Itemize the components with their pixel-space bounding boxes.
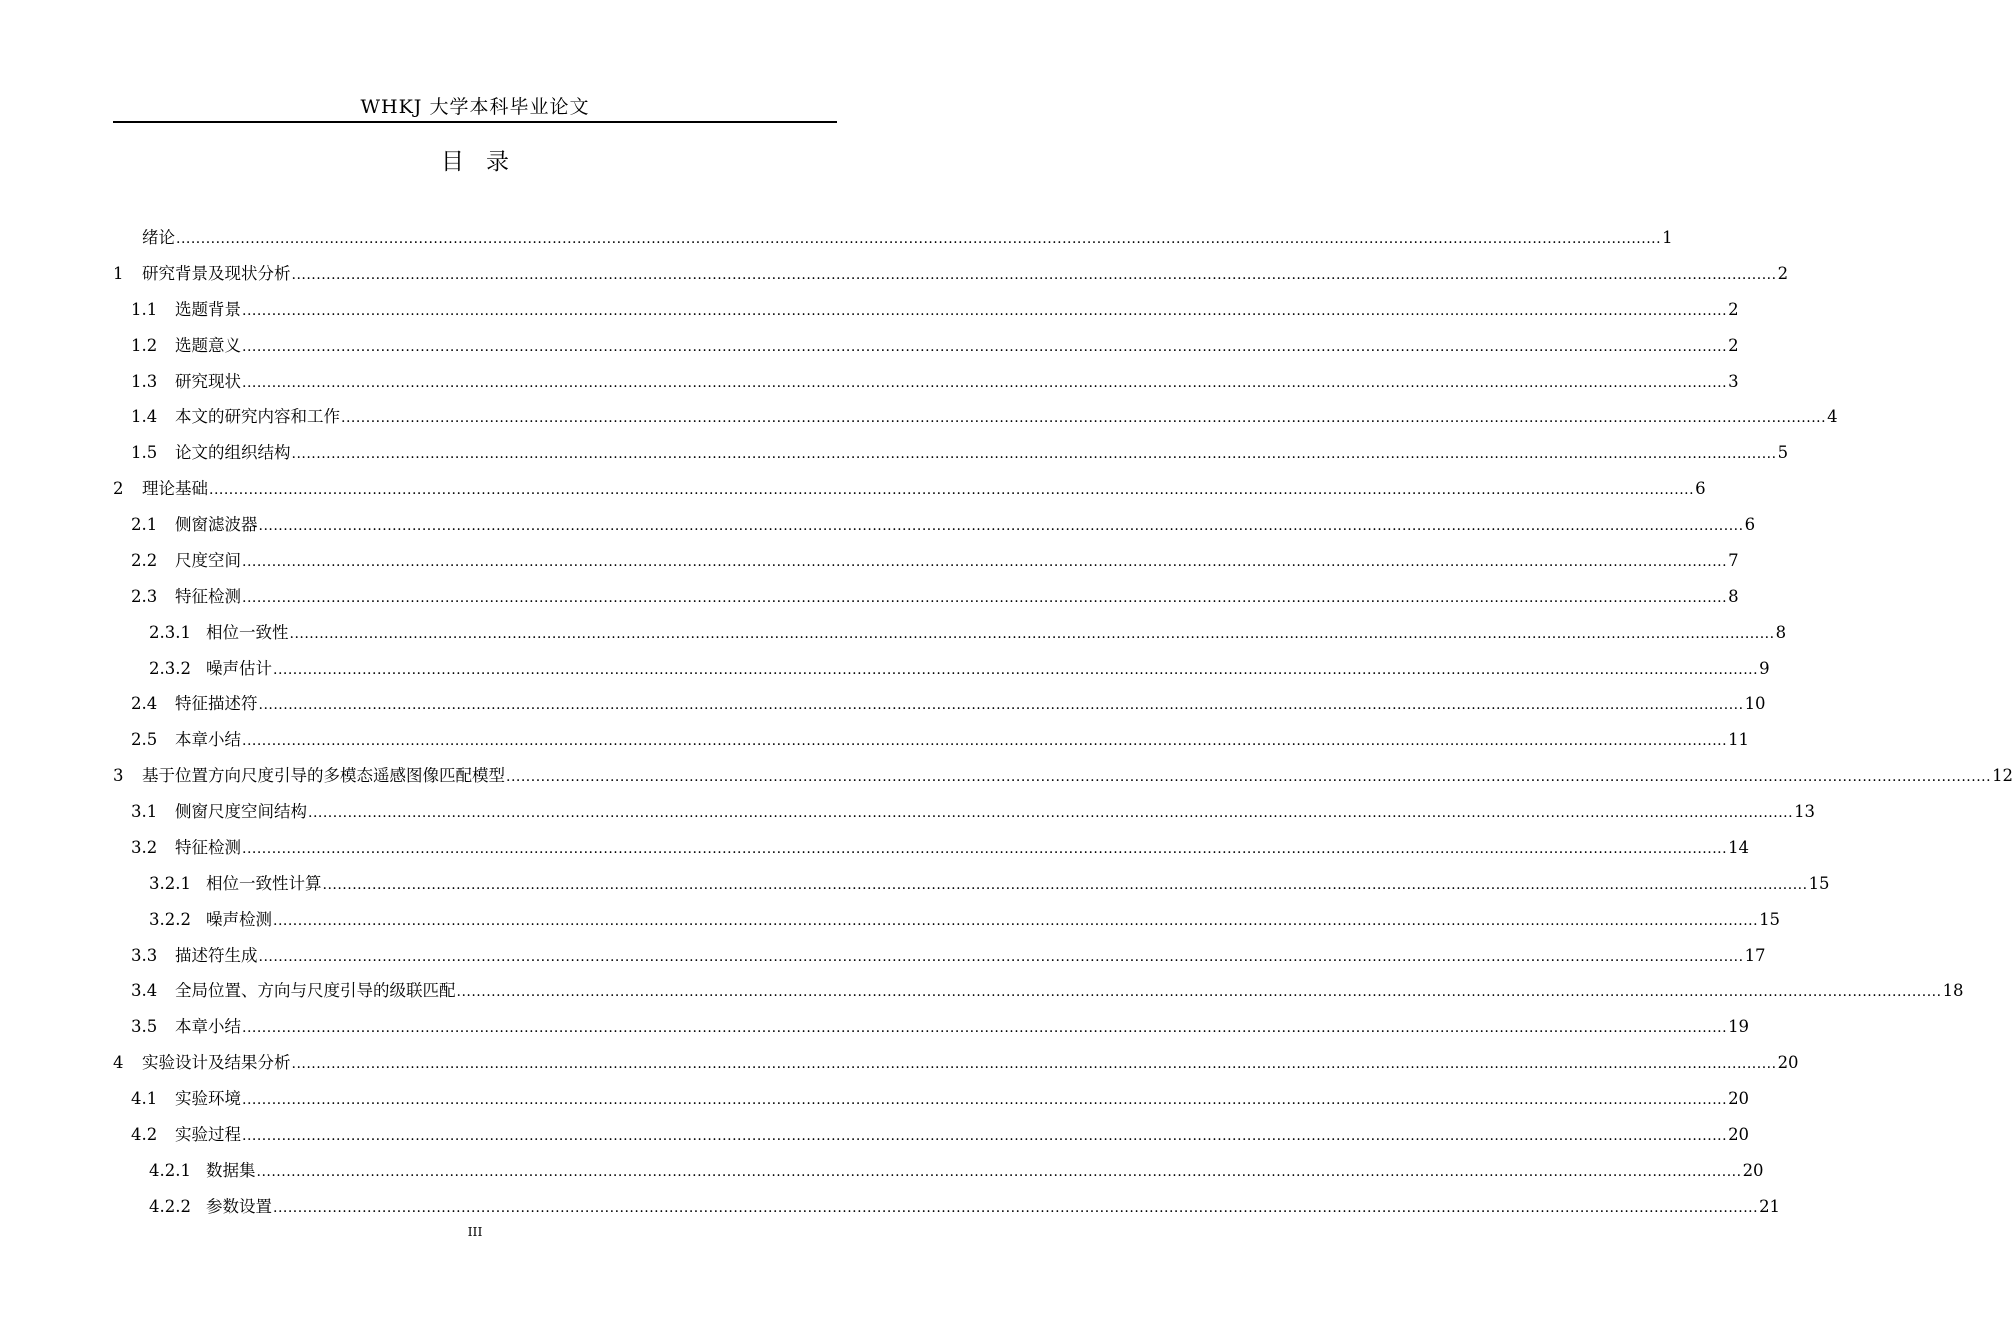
toc-entry[interactable] (113, 902, 1781, 938)
toc-entry-title: 特征检测 (175, 837, 241, 857)
toc-entry-title: 本章小结 (175, 1017, 241, 1037)
toc-entry-page: 20 (1728, 1089, 1750, 1108)
toc-leader-dots: ............................................................................................................................................................................................................................................................................................................ (242, 374, 1728, 391)
page-number: III (467, 1224, 483, 1239)
toc-entry-title: 相位一致性计算 (206, 873, 322, 893)
toc-entry-number: 2 (113, 479, 124, 499)
page-header: WHKJ 大学本科毕业论文 (360, 96, 590, 118)
toc-leader-dots: ............................................................................................................................................................................................................................................................................................................ (209, 482, 1695, 499)
toc-entry[interactable] (113, 507, 1756, 543)
toc-entry[interactable] (113, 543, 1739, 579)
toc-leader-dots: ............................................................................................................................................................................................................................................................................................................ (176, 231, 1662, 247)
toc-entry[interactable] (113, 866, 1830, 902)
toc-entry-title: 实验设计及结果分析 (142, 1053, 291, 1073)
toc-leader-dots: ............................................................................................................................................................................................................................................................................................................ (258, 948, 1744, 965)
toc-entry[interactable] (113, 686, 1766, 722)
toc-entry-page: 12 (1992, 766, 2013, 786)
toc-entry-title: 研究现状 (175, 371, 241, 391)
toc-entry-number: 2.3 (131, 586, 158, 606)
toc-entry-page: 9 (1759, 658, 1770, 678)
toc-leader-dots: ............................................................................................................................................................................................................................................................................................................ (242, 1127, 1728, 1144)
toc-entry[interactable] (113, 651, 1770, 687)
toc-entry-number: 4.1 (131, 1089, 158, 1108)
toc-leader-dots: ............................................................................................................................................................................................................................................................................................................ (273, 912, 1759, 929)
toc-entry-number: 1.3 (131, 371, 158, 391)
toc-entry-title: 选题背景 (175, 299, 241, 319)
toc-entry-title: 侧窗尺度空间结构 (175, 802, 307, 821)
toc-entry-number: 1.4 (131, 407, 158, 427)
toc-leader-dots: ............................................................................................................................................................................................................................................................................................................ (242, 840, 1728, 857)
toc-leader-dots: ............................................................................................................................................................................................................................................................................................................ (273, 661, 1759, 678)
toc-entry[interactable] (113, 399, 1838, 435)
toc-entry-page: 13 (1794, 802, 1816, 821)
toc-entry-number: 3.1 (131, 802, 158, 821)
toc-entry-title: 实验环境 (175, 1089, 241, 1108)
toc-entry-page: 4 (1827, 407, 1838, 427)
toc-entry[interactable] (113, 973, 1964, 1009)
toc-entry-number: 2.1 (131, 515, 158, 534)
toc-entry[interactable] (113, 1009, 1750, 1045)
toc-entry[interactable] (113, 256, 1789, 292)
toc-leader-dots: ............................................................................................................................................................................................................................................................................................................ (256, 1163, 1742, 1180)
toc-leader-dots: ............................................................................................................................................................................................................................................................................................................ (456, 984, 1942, 1001)
toc-entry-title: 实验过程 (175, 1124, 241, 1144)
toc-list (113, 220, 2013, 1225)
toc-entry[interactable] (113, 794, 1816, 830)
toc-leader-dots: ............................................................................................................................................................................................................................................................................................................ (242, 733, 1728, 750)
toc-entry-title: 特征描述符 (175, 694, 258, 714)
toc-entry-title: 理论基础 (142, 479, 208, 499)
toc-entry-number: 4 (113, 1053, 124, 1073)
toc-entry-page: 6 (1744, 515, 1756, 534)
toc-leader-dots: ............................................................................................................................................................................................................................................................................................................ (291, 266, 1777, 283)
toc-entry[interactable] (113, 471, 1706, 507)
toc-leader-dots: ............................................................................................................................................................................................................................................................................................................ (258, 518, 1744, 534)
toc-entry-number: 4.2.2 (149, 1196, 191, 1216)
toc-entry[interactable] (113, 220, 1673, 256)
toc-entry-number: 3.2.1 (149, 873, 191, 893)
toc-entry-number: 3.2.2 (149, 909, 191, 929)
toc-entry[interactable] (113, 1189, 1781, 1225)
toc-entry-number: 1 (113, 263, 124, 283)
toc-entry-number: 3.3 (131, 945, 158, 965)
toc-entry-page: 15 (1759, 909, 1781, 929)
toc-entry[interactable] (113, 1081, 1750, 1117)
toc-entry-page: 8 (1775, 622, 1787, 642)
toc-entry-number: 2.3.2 (149, 658, 191, 678)
toc-title: 目录 (441, 149, 531, 175)
toc-leader-dots: ............................................................................................................................................................................................................................................................................................................ (242, 1092, 1728, 1108)
toc-entry-title: 本文的研究内容和工作 (175, 407, 340, 427)
toc-entry-page: 2 (1728, 335, 1739, 355)
toc-entry-title: 噪声估计 (206, 658, 272, 678)
toc-entry[interactable] (113, 1045, 1799, 1081)
toc-entry-title: 侧窗滤波器 (175, 515, 258, 534)
toc-entry-title: 相位一致性 (206, 622, 289, 642)
toc-entry[interactable] (113, 579, 1739, 615)
toc-leader-dots: ............................................................................................................................................................................................................................................................................................................ (291, 1056, 1777, 1073)
toc-entry-number: 2.4 (131, 694, 158, 714)
toc-entry[interactable] (113, 722, 1750, 758)
toc-entry-title: 基于位置方向尺度引导的多模态遥感图像匹配模型 (142, 766, 505, 786)
toc-entry-number: 2.5 (131, 730, 158, 750)
toc-entry-number: 2.2 (131, 550, 158, 570)
toc-entry-page: 20 (1777, 1053, 1799, 1073)
toc-entry[interactable] (113, 758, 2013, 794)
toc-entry-number: 1.2 (131, 335, 158, 355)
toc-leader-dots: ............................................................................................................................................................................................................................................................................................................ (242, 553, 1728, 570)
toc-entry-page: 2 (1728, 299, 1739, 319)
toc-entry-title: 选题意义 (175, 335, 241, 355)
toc-entry[interactable] (113, 435, 1789, 471)
toc-entry-page: 21 (1759, 1196, 1781, 1216)
toc-entry-page: 3 (1728, 371, 1739, 391)
toc-entry-title: 尺度空间 (175, 550, 241, 570)
toc-entry-page: 17 (1744, 945, 1766, 965)
toc-entry[interactable] (113, 615, 1787, 651)
toc-entry[interactable] (113, 938, 1766, 974)
toc-leader-dots: ............................................................................................................................................................................................................................................................................................................ (242, 302, 1728, 319)
toc-entry-title: 本章小结 (175, 730, 241, 750)
toc-entry-number: 2.3.1 (149, 622, 191, 642)
toc-entry-page: 15 (1808, 873, 1830, 893)
toc-entry-number: 4.2.1 (149, 1160, 191, 1180)
toc-entry-page: 20 (1728, 1124, 1750, 1144)
toc-entry-title: 参数设置 (206, 1196, 272, 1216)
toc-entry-number: 3 (113, 766, 124, 786)
toc-entry-number: 3.5 (131, 1017, 158, 1037)
toc-entry-number: 3.4 (131, 981, 158, 1001)
toc-leader-dots: ............................................................................................................................................................................................................................................................................................................ (242, 589, 1728, 606)
toc-entry[interactable] (113, 1117, 1750, 1153)
toc-leader-dots: ............................................................................................................................................................................................................................................................................................................ (258, 697, 1744, 714)
toc-entry-title: 噪声检测 (206, 909, 272, 929)
toc-leader-dots: ............................................................................................................................................................................................................................................................................................................ (242, 338, 1728, 355)
toc-entry-page: 14 (1728, 837, 1750, 857)
toc-entry-page: 1 (1662, 228, 1673, 247)
toc-entry-page: 8 (1728, 586, 1739, 606)
toc-leader-dots: ............................................................................................................................................................................................................................................................................................................ (506, 769, 1992, 786)
toc-leader-dots: ............................................................................................................................................................................................................................................................................................................ (341, 410, 1827, 427)
toc-entry[interactable] (113, 830, 1750, 866)
toc-leader-dots: ............................................................................................................................................................................................................................................................................................................ (273, 1199, 1759, 1216)
toc-leader-dots: ............................................................................................................................................................................................................................................................................................................ (242, 1020, 1728, 1037)
header-rule (113, 121, 837, 123)
toc-entry-title: 数据集 (206, 1160, 256, 1180)
toc-leader-dots: ............................................................................................................................................................................................................................................................................................................ (291, 446, 1777, 463)
toc-entry-number: 3.2 (131, 837, 158, 857)
toc-entry-page: 18 (1942, 981, 1964, 1001)
toc-entry-title: 特征检测 (175, 586, 241, 606)
toc-entry-number: 1.5 (131, 443, 158, 463)
toc-entry[interactable] (113, 328, 1739, 364)
toc-entry-page: 7 (1728, 550, 1739, 570)
toc-entry[interactable] (113, 292, 1739, 328)
toc-entry-page: 19 (1728, 1017, 1750, 1037)
toc-entry-title: 描述符生成 (175, 945, 258, 965)
toc-entry-page: 6 (1695, 479, 1706, 499)
toc-leader-dots: ............................................................................................................................................................................................................................................................................................................ (289, 625, 1775, 642)
toc-entry-page: 5 (1777, 443, 1789, 463)
toc-entry-title: 全局位置、方向与尺度引导的级联匹配 (175, 981, 456, 1001)
toc-entry[interactable] (113, 364, 1739, 400)
toc-entry-title: 论文的组织结构 (175, 443, 291, 463)
toc-entry-title: 研究背景及现状分析 (142, 263, 291, 283)
toc-entry-page: 11 (1728, 730, 1750, 750)
toc-entry-title: 绪论 (142, 228, 175, 247)
toc-entry-number: 4.2 (131, 1124, 158, 1144)
toc-entry-page: 2 (1777, 263, 1789, 283)
toc-entry[interactable] (113, 1153, 1764, 1189)
toc-leader-dots: ............................................................................................................................................................................................................................................................................................................ (308, 805, 1794, 821)
toc-entry-page: 10 (1744, 694, 1766, 714)
toc-leader-dots: ............................................................................................................................................................................................................................................................................................................ (322, 876, 1808, 893)
toc-entry-page: 20 (1742, 1160, 1764, 1180)
toc-entry-number: 1.1 (131, 299, 158, 319)
